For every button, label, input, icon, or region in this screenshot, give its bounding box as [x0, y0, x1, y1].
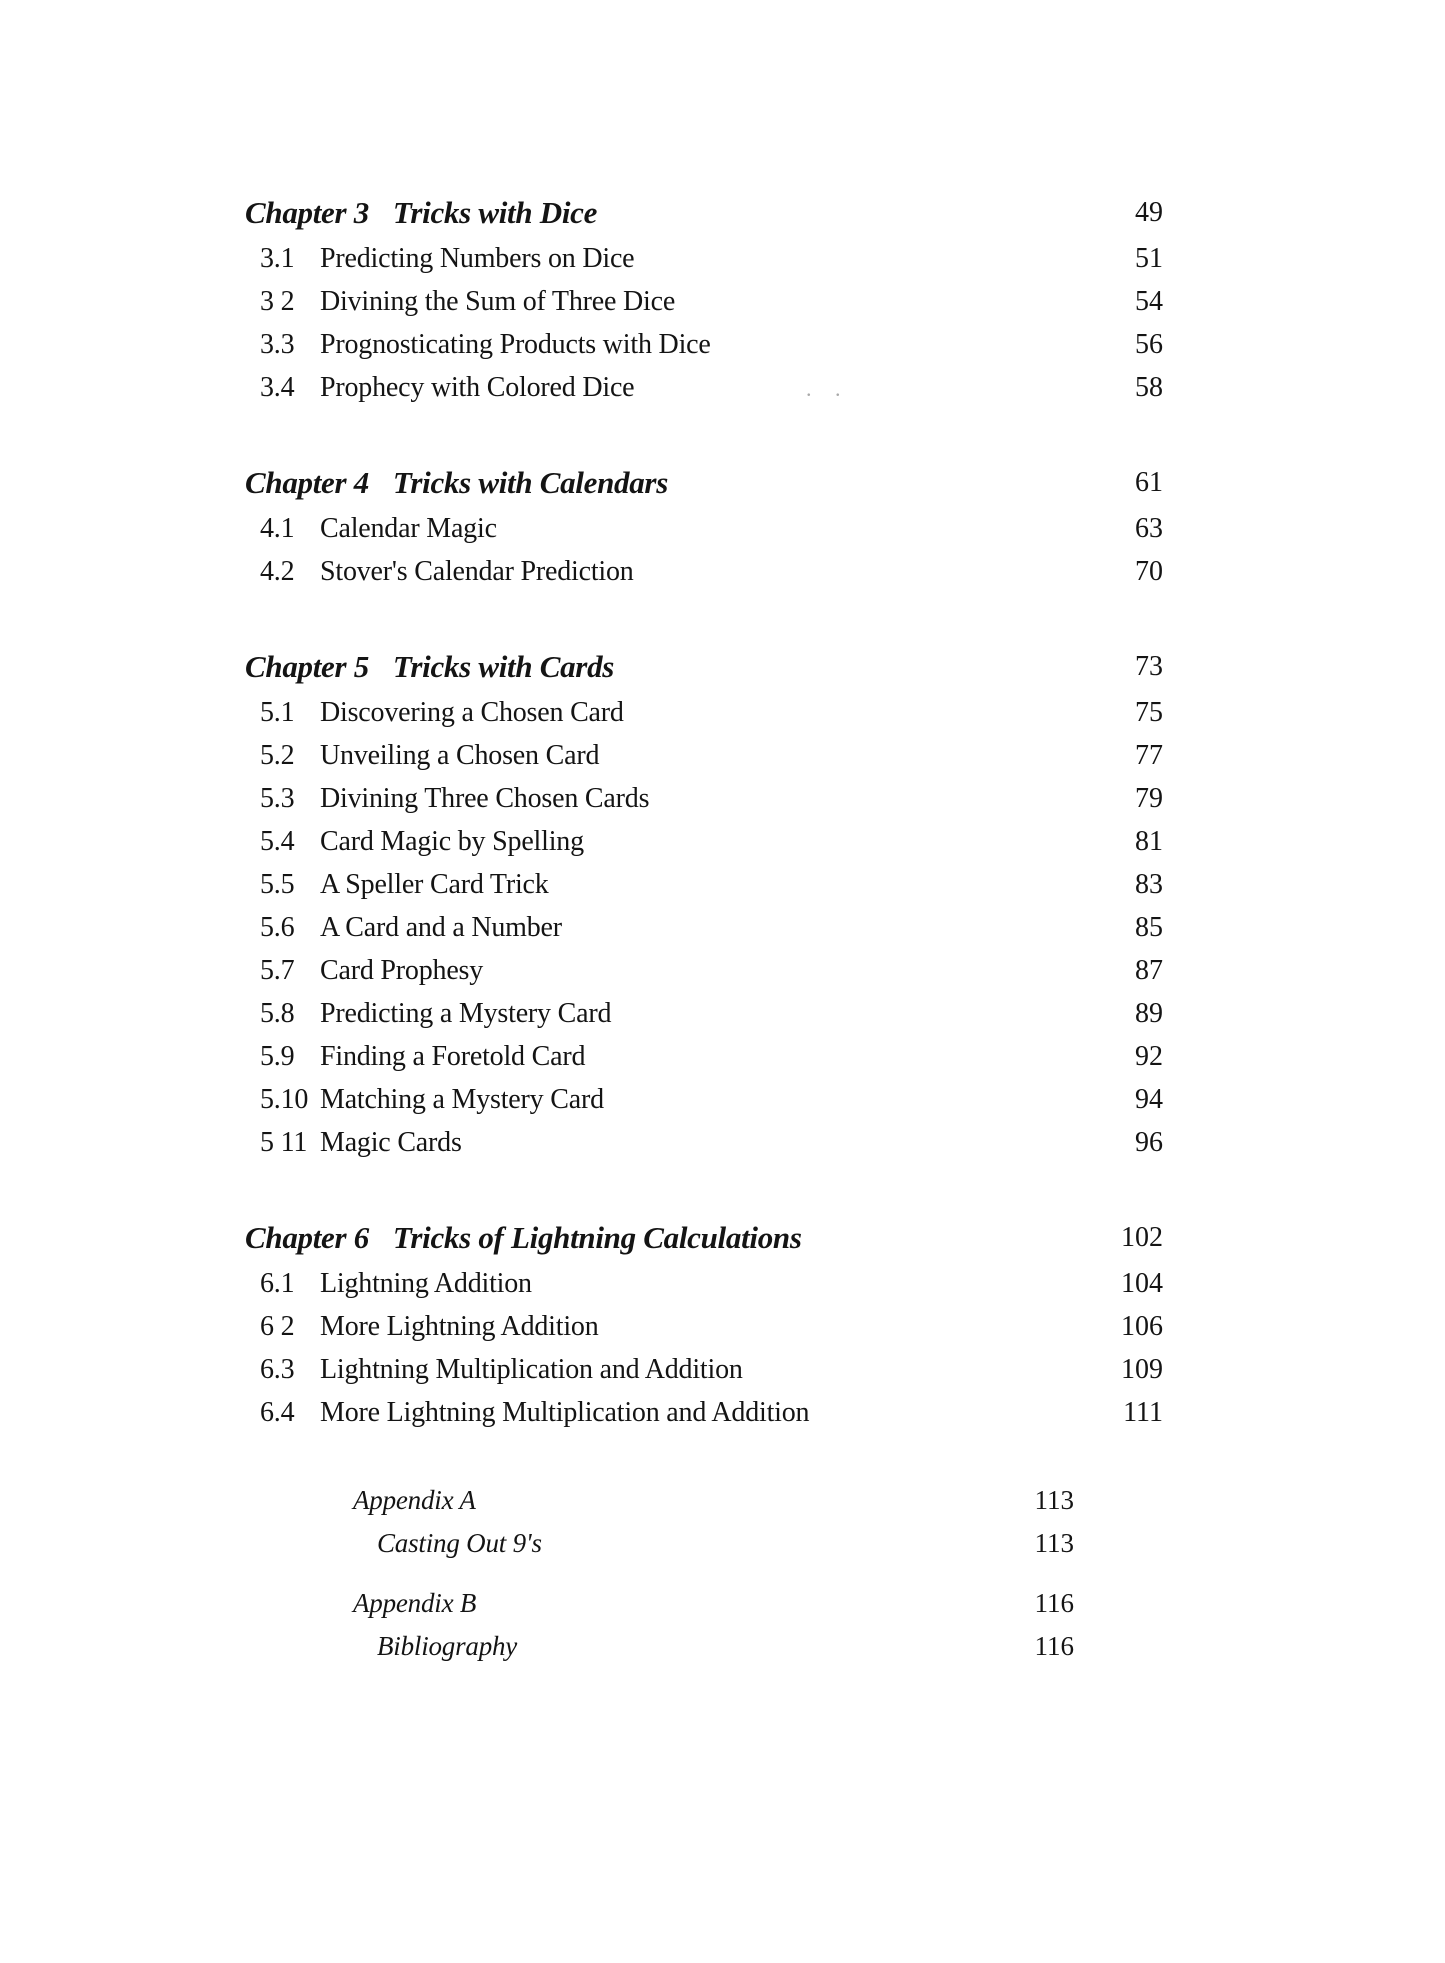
section-title: Unveiling a Chosen Card: [320, 739, 600, 771]
section-page-number: 89: [1135, 997, 1163, 1029]
table-of-contents: [245, 189, 1163, 1668]
section-page-number: 92: [1135, 1040, 1163, 1072]
toc-section-row: [245, 863, 1163, 906]
section-page-number: 106: [1121, 1310, 1163, 1342]
section-page-number: 51: [1135, 242, 1163, 274]
appendix-row: [245, 1625, 1163, 1668]
section-number: 3.4: [260, 371, 295, 403]
section-title: Magic Cards: [320, 1126, 462, 1158]
section-number: 5.10: [260, 1083, 309, 1115]
chapter-heading-row: [245, 1214, 1163, 1262]
section-page-number: 109: [1121, 1353, 1163, 1385]
toc-section-row: [245, 1078, 1163, 1121]
appendix-title: Casting Out 9's: [377, 1528, 542, 1558]
chapter-title: Tricks with Dice: [392, 195, 598, 230]
toc-section-row: [245, 1391, 1163, 1434]
appendix-row: [245, 1582, 1163, 1625]
section-title: Prognosticating Products with Dice: [320, 328, 711, 360]
section-number: 6.4: [260, 1396, 295, 1428]
chapter-heading-row: [245, 189, 1163, 237]
section-number: 5.2: [260, 739, 295, 771]
section-title: Card Prophesy: [320, 954, 484, 986]
section-number: 3 2: [260, 285, 295, 317]
section-number: 5.5: [260, 868, 295, 900]
chapter-page-number: 61: [1135, 467, 1163, 498]
section-page-number: 81: [1135, 825, 1163, 857]
section-number: 5.7: [260, 954, 295, 986]
toc-section-row: [245, 1262, 1163, 1305]
section-page-number: 83: [1135, 868, 1163, 900]
chapter-page-number: 73: [1135, 651, 1163, 682]
chapter-label: Chapter 6: [245, 1220, 369, 1255]
chapter-label: Chapter 4: [245, 465, 369, 500]
section-number: 5.3: [260, 782, 295, 814]
section-number: 5 11: [260, 1126, 308, 1158]
section-page-number: 79: [1135, 782, 1163, 814]
section-page-number: 63: [1135, 512, 1163, 544]
section-title: Stover's Calendar Prediction: [320, 555, 634, 587]
appendix-page-number: 116: [1034, 1588, 1074, 1618]
section-number: 4.2: [260, 555, 295, 587]
section-page-number: 96: [1135, 1126, 1163, 1158]
appendix-row: [245, 1522, 1163, 1565]
appendix-page-number: 113: [1034, 1485, 1074, 1515]
section-title: Lightning Addition: [320, 1267, 532, 1299]
appendix-page-number: 113: [1034, 1528, 1074, 1558]
section-page-number: 87: [1135, 954, 1163, 986]
toc-section-row: [245, 1348, 1163, 1391]
appendix-page-number: 116: [1034, 1631, 1074, 1661]
section-title: A Card and a Number: [320, 911, 562, 943]
section-page-number: 75: [1135, 696, 1163, 728]
chapter-label: Chapter 5: [245, 649, 369, 684]
chapter-sections: [245, 691, 1163, 1164]
section-number: 3.1: [260, 242, 295, 274]
toc-section-row: [245, 550, 1163, 593]
section-title: More Lightning Multiplication and Addition: [320, 1396, 810, 1428]
section-page-number: 58: [1135, 371, 1163, 403]
chapter-sections: [245, 237, 1163, 409]
chapter-heading-row: [245, 643, 1163, 691]
appendix-title: Bibliography: [377, 1631, 518, 1661]
section-title: Prophecy with Colored Dice: [320, 371, 635, 403]
section-page-number: 111: [1123, 1396, 1163, 1428]
toc-section-row: [245, 734, 1163, 777]
section-number: 6.3: [260, 1353, 295, 1385]
chapter-block: [245, 459, 1163, 593]
toc-section-row: [245, 280, 1163, 323]
toc-section-row: [245, 777, 1163, 820]
chapter-block: [245, 643, 1163, 1164]
section-page-number: 77: [1135, 739, 1163, 771]
section-number: 5.6: [260, 911, 295, 943]
toc-section-row: [245, 949, 1163, 992]
section-title: Divining the Sum of Three Dice: [320, 285, 676, 317]
section-title: More Lightning Addition: [320, 1310, 599, 1342]
section-title: Card Magic by Spelling: [320, 825, 584, 857]
section-page-number: 70: [1135, 555, 1163, 587]
toc-section-row: [245, 820, 1163, 863]
section-title: Predicting a Mystery Card: [320, 997, 612, 1029]
section-number: 6.1: [260, 1267, 295, 1299]
appendix-title: Appendix B: [353, 1588, 477, 1618]
chapter-title: Tricks with Cards: [392, 649, 615, 684]
toc-section-row: [245, 323, 1163, 366]
chapter-page-number: 49: [1135, 197, 1163, 228]
section-title: Matching a Mystery Card: [320, 1083, 604, 1115]
toc-section-row: [245, 992, 1163, 1035]
chapter-page-number: 102: [1121, 1222, 1163, 1253]
section-page-number: 85: [1135, 911, 1163, 943]
section-page-number: 104: [1121, 1267, 1163, 1299]
chapter-label: Chapter 3: [245, 195, 369, 230]
section-number: 3.3: [260, 328, 295, 360]
appendix-list: [245, 1479, 1163, 1668]
section-title: Lightning Multiplication and Addition: [320, 1353, 743, 1385]
section-page-number: 54: [1135, 285, 1163, 317]
chapter-heading-row: [245, 459, 1163, 507]
appendix-row: [245, 1479, 1163, 1522]
chapter-sections: [245, 507, 1163, 593]
section-number: 5.8: [260, 997, 295, 1029]
toc-section-row: [245, 237, 1163, 280]
toc-section-row: [245, 906, 1163, 949]
section-title: Divining Three Chosen Cards: [320, 782, 650, 814]
section-title: Discovering a Chosen Card: [320, 696, 624, 728]
section-number: 4.1: [260, 512, 295, 544]
section-number: 5.9: [260, 1040, 295, 1072]
section-page-number: 56: [1135, 328, 1163, 360]
chapter-sections: [245, 1262, 1163, 1434]
section-page-number: 94: [1135, 1083, 1163, 1115]
toc-section-row: [245, 1121, 1163, 1164]
section-title: Finding a Foretold Card: [320, 1040, 586, 1072]
scan-artifact-dots: . .: [806, 376, 850, 401]
toc-section-row: [245, 507, 1163, 550]
toc-section-row: [245, 691, 1163, 734]
chapter-block: [245, 1214, 1163, 1434]
section-number: 5.4: [260, 825, 295, 857]
section-title: Calendar Magic: [320, 512, 497, 544]
chapter-block: [245, 189, 1163, 409]
chapter-title: Tricks of Lightning Calculations: [392, 1220, 802, 1255]
section-number: 5.1: [260, 696, 295, 728]
section-title: Predicting Numbers on Dice: [320, 242, 635, 274]
section-number: 6 2: [260, 1310, 295, 1342]
section-title: A Speller Card Trick: [320, 868, 549, 900]
toc-section-row: [245, 1035, 1163, 1078]
chapter-title: Tricks with Calendars: [392, 465, 668, 500]
toc-section-row: [245, 366, 1163, 409]
appendix-title: Appendix A: [353, 1485, 476, 1515]
toc-section-row: [245, 1305, 1163, 1348]
